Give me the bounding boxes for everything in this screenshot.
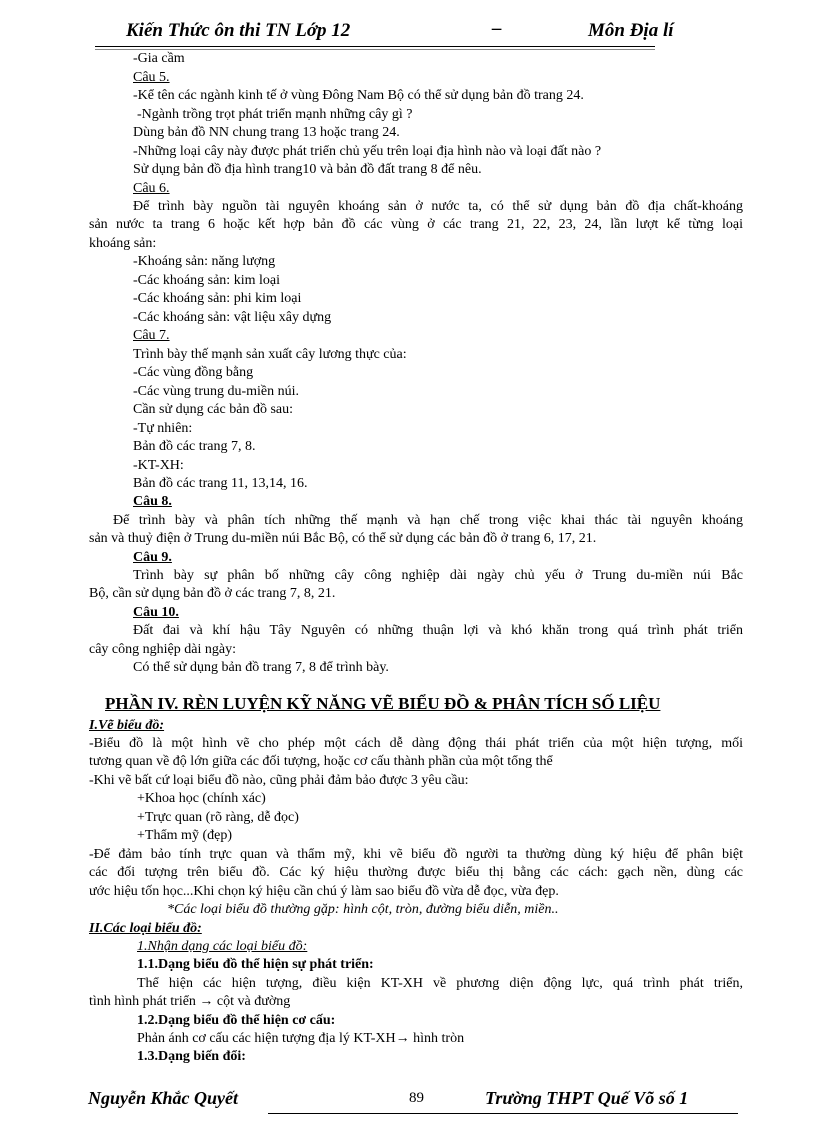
text-line: Có thể sử dụng bản đồ trang 7, 8 để trình bày. [133,660,389,675]
text-line: -Các khoáng sản: vật liệu xây dựng [133,310,332,325]
subsection-heading: 1.1.Dạng biểu đồ thể hiện sự phát triển: [137,957,374,972]
text-line: +Thẩm mỹ (đẹp) [137,828,232,843]
header-title: Kiến Thức ôn thi TN Lớp 12 [126,20,351,41]
text-line: -Những loại cây này được phát triển chủ yếu trên loại địa hình nào và loại đất nào ? [133,144,602,159]
text-line: Cần sử dụng các bản đồ sau: [133,402,293,417]
question-heading: Câu 5. [133,70,170,85]
text-line: Dùng bản đồ NN chung trang 13 hoặc trang 24. [133,125,400,140]
text-line: -Khoáng sản: năng lượng [133,254,276,269]
footer-rule [268,1113,738,1114]
text-line: tình hình phát triển → cột và đường [89,994,291,1009]
text-line: sản nước ta trang 6 hoặc kết hợp bản đồ các vùng ở các trang 21, 22, 23, 24, lần lượt kể từng loại [89,217,743,232]
subsection-heading: II.Các loại biểu đồ: [89,921,202,936]
text-line: Bộ, cần sử dụng bản đồ ở các trang 7, 8, 21. [89,586,336,601]
question-heading: Câu 10. [133,605,179,620]
text-line: -Các vùng trung du-miền núi. [133,384,300,399]
question-heading: Câu 7. [133,328,170,343]
footer-school: Trường THPT Quế Võ số 1 [485,1088,689,1108]
subsection-heading: 1.3.Dạng biến đổi: [137,1049,246,1064]
text-line: Trình bày thế mạnh sản xuất cây lương thực của: [133,347,407,362]
header-dash: – [492,18,502,39]
text-line: tương quan về độ lớn giữa các đối tượng, hoặc cơ cấu thành phần của một tổng thể [89,754,553,769]
text-line: Thể hiện các hiện tượng, điều kiện KT-XH về phương diện động lực, quá trình phát triển, [137,976,743,991]
text-line: -Để đảm bảo tính trực quan và thẩm mỹ, khi vẽ biểu đồ người ta thường dùng ký hiệu để phân biệt [89,847,743,862]
text-line: Sử dụng bản đồ địa hình trang10 và bản đồ đất trang 8 để nêu. [133,162,482,177]
text-line: sản và thuỷ điện ở Trung du-miền núi Bắc Bộ, có thể sử dụng các bản đồ ở trang 6, 17, 21. [89,531,597,546]
text-line: -Gia cầm [133,51,185,66]
text-line: -KT-XH: [133,458,184,473]
text-line: Bản đồ các trang 7, 8. [133,439,256,454]
subsection-heading: 1.2.Dạng biểu đồ thể hiện cơ cấu: [137,1013,336,1028]
text-line: Để trình bày và phân tích những thế mạnh và hạn chế trong việc khai thác tài nguyên khoáng [113,513,743,528]
text-line: -Tự nhiên: [133,421,193,436]
text-line: Để trình bày nguồn tài nguyên khoáng sản ở nước ta, có thể sử dụng bản đồ địa chất-khoáng [133,199,743,214]
text-line: Đất đai và khí hậu Tây Nguyên có những thuận lợi và khó khăn trong quá trình phát triển [133,623,743,638]
text-line: Bản đồ các trang 11, 13,14, 16. [133,476,308,491]
text-line: Trình bày sự phân bố những cây công nghiệp dài ngày chủ yếu ở Trung du-miền núi Bắc [133,568,743,583]
question-heading: Câu 6. [133,181,170,196]
text-line: -Kể tên các ngành kinh tế ở vùng Đông Nam Bộ có thể sử dụng bản đồ trang 24. [133,88,584,103]
section-heading: PHẦN IV. RÈN LUYỆN KỸ NĂNG VẼ BIỂU ĐỒ & PHÂN TÍCH SỐ LIỆU [105,694,661,713]
footer-author: Nguyễn Khắc Quyết [88,1088,238,1108]
header-rule [95,46,655,47]
text-line: -Ngành trồng trọt phát triển mạnh những cây gì ? [137,107,413,122]
page-number: 89 [409,1090,424,1106]
text-line: -Các vùng đồng bằng [133,365,254,380]
text-line: -Các khoáng sản: kim loại [133,273,280,288]
text-line: -Các khoáng sản: phi kim loại [133,291,302,306]
text-line: -Biểu đồ là một hình vẽ cho phép một cách dễ dàng động thái phát triển của một hiện tượng, mối [89,736,743,751]
text-line: các đối tượng trên biểu đồ. Các ký hiệu thường được biểu thị bằng các cách: gạch nền, dùng các [89,865,743,880]
text-line: *Các loại biểu đồ thường gặp: hình cột, tròn, đường biểu diễn, miền.. [167,902,559,917]
text-line: ước hiệu tốn học...Khi chọn ký hiệu cần chú ý làm sao biểu đồ vừa dễ đọc, vừa đẹp. [89,884,559,899]
header-subject: Môn Địa lí [588,20,674,41]
subsection-heading: I.Vẽ biểu đồ: [89,718,165,733]
text-line: -Khi vẽ bất cứ loại biểu đồ nào, cũng phải đảm bảo được 3 yêu cầu: [89,773,469,788]
text-line: +Trực quan (rõ ràng, dễ đọc) [137,810,299,825]
subsection-heading: 1.Nhận dạng các loại biểu đồ: [137,939,308,954]
text-line: Phản ánh cơ cấu các hiện tượng địa lý KT-XH→ hình tròn [137,1031,465,1046]
question-heading: Câu 8. [133,494,172,509]
text-line: khoáng sản: [89,236,157,251]
question-heading: Câu 9. [133,550,172,565]
text-line: +Khoa học (chính xác) [137,791,266,806]
text-line: cây công nghiệp dài ngày: [89,642,236,657]
